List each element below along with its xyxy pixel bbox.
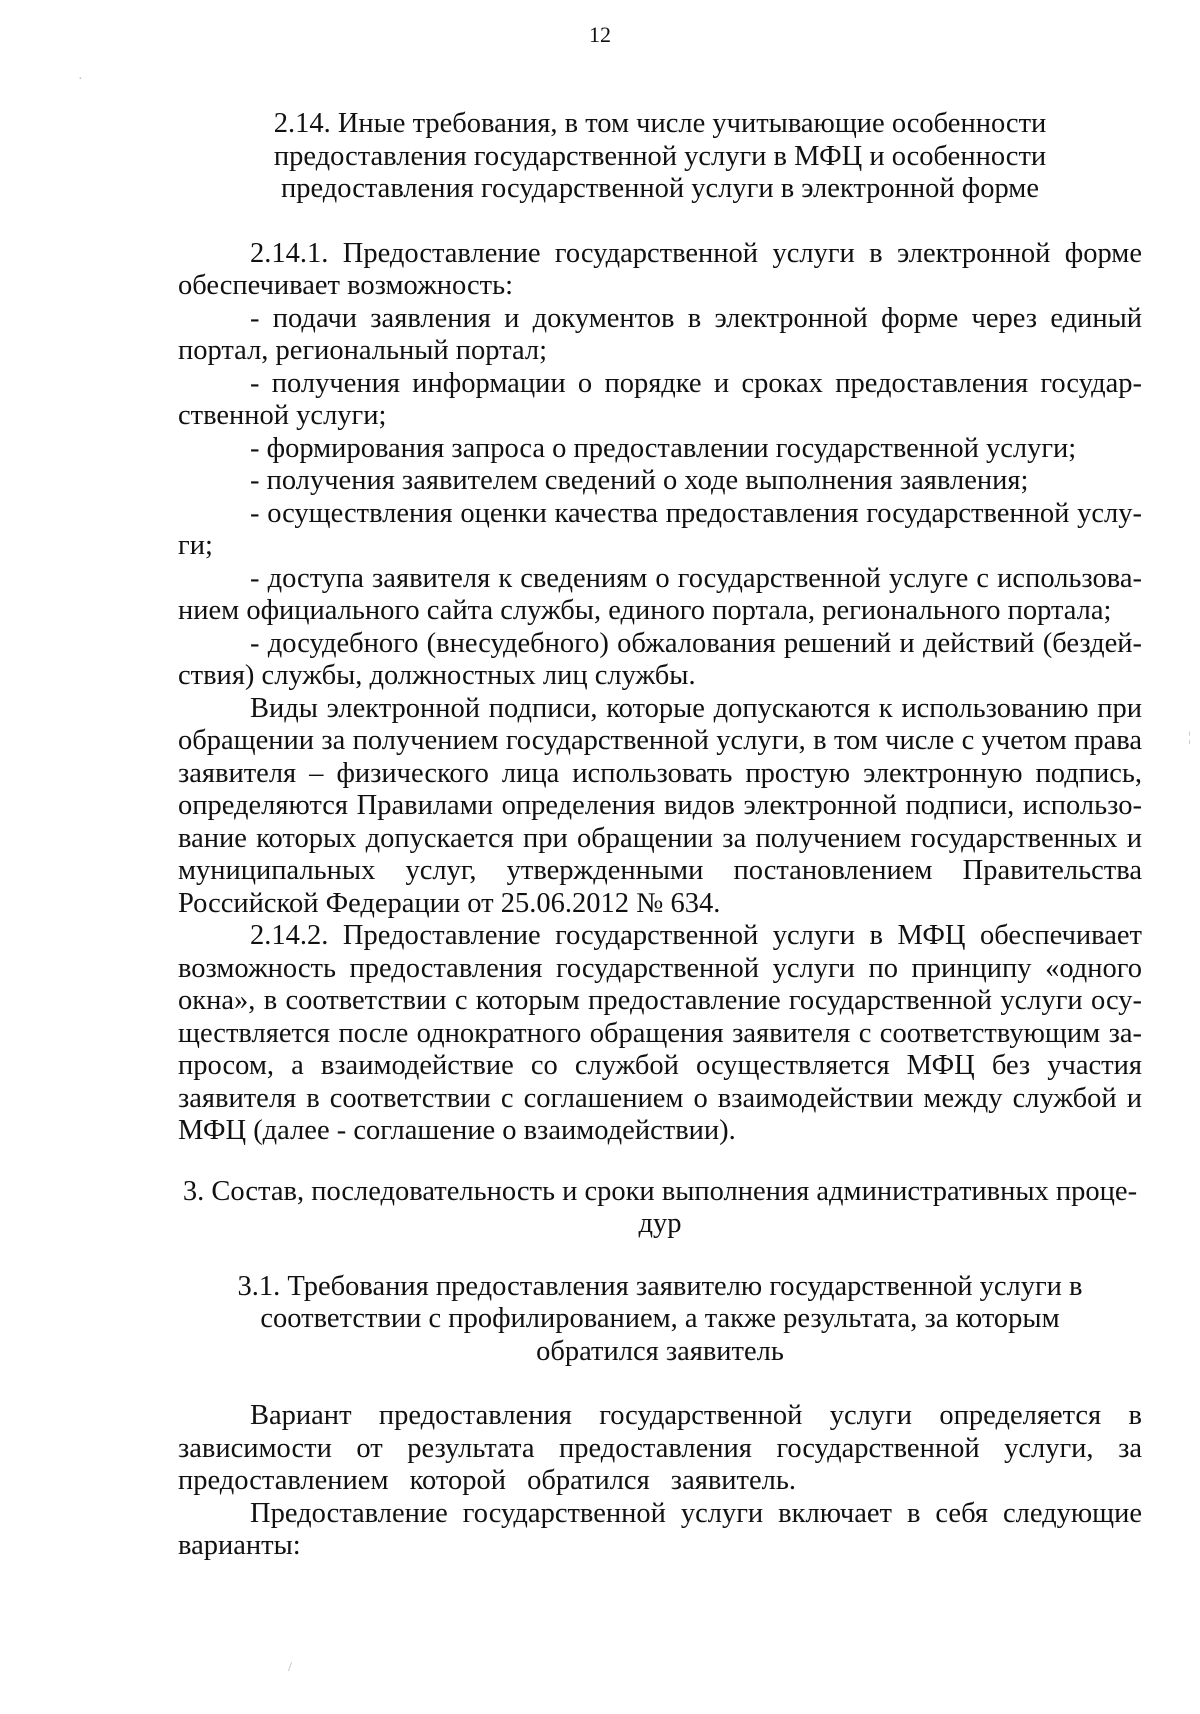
document-body (178, 108, 1142, 1563)
section-heading-2-14: 2.14. Иные требования, в том числе учитывающие особенности предоставления государственной услуги в МФЦ и особенности предоставления государственной услуги в электронной форме (273, 108, 1047, 204)
scan-speck: · (78, 72, 83, 87)
page-number: 12 (589, 22, 611, 47)
list-item: - подачи заявления и документов в электронной форме через единый портал, региональный портал; (178, 302, 1142, 366)
paragraph-electronic-signature: Виды электронной подписи, которые допускаются к использованию при обращении за получением государственной услуги, в том числе с учетом права заявителя – физического лица использовать простую электронную подпись, определяются Правилами определения видов электронной подписи, использование которых допускается при обращении за получением государственных и муниципальных услуг, утвержденными постановлением Правительства Российской Федерации от 25.06.2012 № 634. (178, 692, 1142, 919)
scan-speck: / (288, 1660, 292, 1675)
paragraph-includes: Предоставление государственной услуги включает в себя следующие варианты: (178, 1497, 1142, 1561)
paragraph-2-14-1-intro: 2.14.1. Предоставление государственной услуги в электронной форме обеспечивает возможность: (178, 237, 1142, 301)
section-heading-3: 3. Состав, последовательность и сроки выполнения административных процедур (182, 1175, 1138, 1239)
list-item: - досудебного (внесудебного) обжалования решений и действий (бездействия) службы, должностных лиц службы. (178, 627, 1142, 691)
list-item: - получения информации о порядке и сроках предоставления государственной услуги; (178, 367, 1142, 431)
list-item: - формирования запроса о предоставлении государственной услуги; (250, 432, 1077, 464)
paragraph-variant: Вариант предоставления государственной услуги определяется в зависимости от результата предоставления государственной услуги, за предоставлением которой обратился заявитель. (178, 1400, 1142, 1496)
paragraph-2-14-2: 2.14.2. Предоставление государственной услуги в МФЦ обеспечивает возможность предоставления государственной услуги по принципу «одного окна», в соответствии с которым предоставление государственной услуги осуществляется после однократного обращения заявителя с соответствующим запросом, а взаимодействие со службой осуществляется МФЦ без участия заявителя в соответствии с соглашением о взаимодействии между службой и МФЦ (далее - соглашение о взаимодействии). (178, 920, 1142, 1146)
section-heading-3-1: 3.1. Требования предоставления заявителю государственной услуги в соответствии с профилированием, а также результата, за которым обратился заявитель (237, 1270, 1083, 1367)
scan-speck: ¦ (1188, 730, 1191, 745)
list-item: - доступа заявителя к сведениям о государственной услуге с использованием официального сайта службы, единого портала, регионального портала; (178, 562, 1142, 626)
list-item: - осуществления оценки качества предоставления государственной услуги; (178, 497, 1142, 561)
list-item: - получения заявителем сведений о ходе выполнения заявления; (250, 465, 1029, 496)
